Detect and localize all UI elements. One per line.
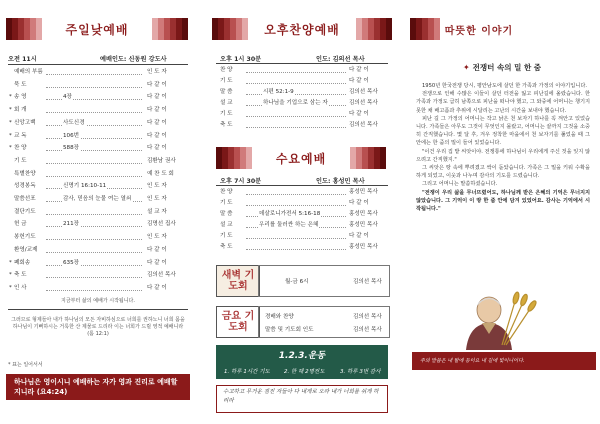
- row-label: 설 교: [220, 222, 233, 228]
- row-person: 다 같 이: [349, 111, 369, 117]
- row-person: 다 같 이: [147, 246, 167, 253]
- sunday-header: [6, 18, 188, 40]
- row-label: 축 도: [220, 244, 233, 250]
- row-person: 다 같 이: [349, 78, 369, 84]
- row-label: 찬 양: [14, 145, 27, 152]
- footnote: * 표는 일어서서: [8, 362, 43, 368]
- divider: [216, 63, 388, 64]
- header-stripes-right: [350, 147, 386, 169]
- row-label: 묵 도: [14, 81, 27, 88]
- evening-service-column: [206, 0, 396, 424]
- row-person: 인 도 자: [147, 183, 167, 190]
- friday-row-label: 말씀 및 기도회 인도: [265, 327, 314, 333]
- row-label: 인 사: [14, 284, 27, 291]
- campaign-item: 3. 하루 3번 감사: [340, 369, 381, 375]
- row-detail: 588장: [63, 145, 80, 152]
- wednesday-leader: 인도: 홍성민 목사: [316, 178, 365, 185]
- header-stripes-left: [6, 18, 42, 40]
- friday-row-label: 경배와 찬양: [265, 314, 294, 320]
- standing-mark: *: [9, 94, 12, 101]
- row-label: 결단기도: [14, 208, 36, 215]
- dot-leader: [46, 150, 142, 151]
- story-title-row: [414, 60, 590, 74]
- dot-leader: [46, 226, 142, 227]
- row-label: 설 교: [220, 100, 233, 106]
- row-person: 다 같 이: [147, 259, 167, 266]
- standing-mark: *: [9, 107, 12, 114]
- campaign-title: 1.2.3.운동: [278, 351, 326, 361]
- sunday-title: 주일낮예배: [65, 22, 129, 37]
- row-label: 성경봉독: [14, 183, 36, 190]
- friday-prayer-box: [258, 306, 390, 338]
- standing-mark: *: [9, 119, 12, 126]
- dot-leader: [46, 252, 142, 253]
- row-detail: 감사, 믿음의 눈물 여는 열쇠: [63, 196, 132, 202]
- row-person: 예 찬 도 회: [147, 170, 174, 177]
- row-person: 다 같 이: [349, 67, 369, 73]
- row-detail: 106번: [63, 132, 80, 139]
- row-label: 환영/교제: [14, 246, 38, 253]
- standing-mark: *: [9, 132, 12, 139]
- row-person: 홍성민 목사: [349, 244, 378, 250]
- row-person: 인 도 자: [147, 69, 167, 75]
- dot-leader: [246, 205, 346, 206]
- row-person: 다 같 이: [147, 94, 167, 101]
- header-stripes-left: [212, 18, 248, 40]
- header-stripes-left: [410, 18, 440, 40]
- row-label: 찬 양: [220, 189, 233, 195]
- dawn-prayer-box: [258, 265, 390, 297]
- dot-leader: [246, 238, 346, 239]
- dot-leader: [46, 239, 142, 240]
- row-person: 다 같 이: [349, 200, 369, 206]
- row-label: 헌 금: [14, 221, 27, 228]
- story-paragraph: 피난 길 그 가정의 어머니는 작고 낡은 천 보자기 하나를 꼭 껴안고 있었습니다. 가족들은 아무도 그것이 무엇인지 몰랐고, 어머니는 끝까지 그것을 소중히 간직했습니다. 몇 달 후, 겨우 정착한 마을에서 천 보자기를 풀었을 때 그 안에는 한 줌의 밀이 들어 있었습니다.: [416, 115, 590, 147]
- dot-leader: [246, 116, 346, 117]
- elder-with-wheat-illustration: [444, 290, 554, 350]
- afternoon-title: 오후찬양예배: [264, 22, 340, 37]
- row-person: 인 도 자: [147, 196, 167, 202]
- row-person: 다 같 이: [147, 284, 167, 291]
- verse-text: 그러므로 형제들아 내가 하나님의 모든 자비하심으로 너희를 권하노니 너희 몸을 하나님이 기뻐하시는 거룩한 산 제물로 드리라 이는 너희가 드릴 영적 예배니라(롬 12:1): [11, 317, 185, 337]
- row-person: 인 도 자: [147, 234, 167, 241]
- story-paragraph: 1950년 한국전쟁 당시, 평안남도에 살던 한 가족과 가정의 이야기입니다.: [422, 83, 587, 89]
- row-detail: 데살로니가전서 5:16-18: [259, 211, 321, 217]
- row-label: 송 영: [14, 94, 27, 101]
- afternoon-header: [212, 18, 392, 40]
- row-label: 축 도: [14, 272, 27, 279]
- dot-leader: [46, 163, 142, 164]
- row-person: 다 같 이: [349, 233, 369, 239]
- row-label: 말씀선포: [14, 196, 36, 202]
- divider: [8, 64, 188, 65]
- sunday-service-column: [0, 0, 194, 424]
- row-label: 축 도: [220, 122, 233, 128]
- row-person: 김명선 집사: [147, 221, 176, 228]
- dawn-time: 월-금 6시: [285, 279, 309, 285]
- story-title: 전쟁터 속의 밀 한 줌: [472, 62, 542, 72]
- dawn-person: 김의선 목사: [353, 279, 382, 285]
- story-closing: "전쟁이 우리 삶을 무너뜨렸어도, 하나님께 받은 은혜의 기억은 무너지지 않았습니다. 그 기억이 이 땅 한 줌 안에 담겨 있었어요. 감사는 기억에서 시작됩니다.": [416, 189, 590, 213]
- row-detail: 신명기 16:10-11: [63, 183, 107, 190]
- dot-leader: [46, 214, 142, 215]
- row-detail: 211장: [63, 221, 80, 228]
- row-detail: 하나님을 기업으로 삼는 자: [263, 100, 328, 106]
- dot-leader: [246, 72, 346, 73]
- friday-prayer-tag: 금요 기도회: [216, 306, 260, 338]
- afternoon-leader: 인도: 김의선 목사: [316, 56, 365, 63]
- dot-leader: [46, 277, 142, 278]
- row-person: 다 같 이: [147, 119, 167, 126]
- row-label: 말 씀: [220, 89, 233, 95]
- row-label: 말 씀: [220, 211, 233, 217]
- row-label: 봉헌기도: [14, 234, 36, 241]
- invitation-quote: 수고하고 무거운 짐진 자들아 다 내게로 오라 내가 너희를 쉬게 하리라: [216, 385, 388, 413]
- row-label: 기 도: [220, 200, 233, 206]
- header-stripes-right: [152, 18, 188, 40]
- sparkle-icon: ✦: [462, 62, 470, 72]
- row-label: 기 도: [14, 157, 27, 164]
- row-person: 홍성민 목사: [349, 211, 378, 217]
- scripture-banner: 주의 말씀은 내 발에 등이요 내 길에 빛이니이다.: [412, 352, 596, 370]
- wednesday-header: [216, 147, 386, 169]
- campaign-item: 2. 한 해 2명전도: [284, 369, 325, 375]
- wednesday-title: 수요예배: [275, 151, 327, 166]
- row-label: 기 도: [220, 233, 233, 239]
- story-body: [416, 82, 590, 213]
- row-label: 신앙고백: [14, 119, 36, 126]
- row-label: 예배의 부름: [14, 69, 43, 75]
- dot-leader: [46, 290, 142, 291]
- dot-leader: [46, 176, 142, 177]
- standing-mark: *: [9, 272, 12, 279]
- friday-row-person: 김의선 목사: [353, 327, 382, 333]
- row-label: 교 독: [14, 132, 27, 139]
- scripture-banner: 하나님은 영이시니 예배하는 자가 영과 진리로 예배할지니라 (요4:24): [6, 374, 190, 400]
- story-paragraph: "이건 우리 집 밭 씨앗이야. 전쟁통에 하나님이 우리에게 주신 것을 잊지 않으려고 간직했지.": [416, 148, 590, 163]
- row-person: 다 같 이: [147, 132, 167, 139]
- row-label: 회 개: [14, 107, 27, 114]
- row-person: 김환남 권사: [147, 157, 176, 164]
- story-header-title: 따뜻한 이야기: [444, 25, 514, 37]
- sunday-leader: 예배인도: 신동원 강도사: [100, 56, 167, 63]
- sunday-time: 오전 11시: [8, 56, 37, 63]
- story-paragraph: 전쟁으로 인해 수많은 이들이 살던 터전을 잃고 피난길에 올랐습니다. 한 가족과 가정도 급히 남쪽으로 피난을 떠나야 했고, 그 와중에 어머니는 챙기지 못한 채 배고픔과 추위에 시달리는 고난의 시간을 보내야 했습니다.: [416, 91, 590, 114]
- dot-leader: [246, 194, 346, 195]
- row-detail: 4장: [63, 94, 72, 101]
- dot-leader: [46, 87, 142, 88]
- header-stripes-right: [356, 18, 392, 40]
- row-person: 김의선 목사: [147, 272, 176, 279]
- row-person: 설 교 자: [147, 208, 167, 215]
- row-label: 찬 양: [220, 67, 233, 73]
- story-paragraph: 그리고 어머니는 말씀하셨습니다.: [422, 181, 498, 188]
- row-person: 김의선 목사: [349, 122, 378, 128]
- dot-leader: [246, 94, 346, 95]
- standing-mark: *: [9, 284, 12, 291]
- dot-leader: [46, 74, 142, 75]
- row-person: 김의선 목사: [349, 89, 378, 95]
- row-label: 특별찬양: [14, 170, 36, 177]
- dot-leader: [46, 99, 142, 100]
- dot-leader: [46, 112, 142, 113]
- divider: [8, 309, 188, 310]
- dot-leader: [246, 127, 346, 128]
- row-detail: 우리를 둘러싼 하는 은혜: [259, 222, 319, 228]
- story-column: [404, 0, 600, 424]
- story-paragraph: 그 씨앗은 땅 속에 뿌려졌고 싹이 돋았습니다. 가족은 그 밀을 키워 수확을 하게 되었고, 이웃과 나누며 감사의 기도를 드렸습니다.: [416, 165, 590, 180]
- afternoon-time: 오후 1시 30분: [220, 56, 262, 63]
- row-person: 홍성민 목사: [349, 189, 378, 195]
- header-stripes-left: [216, 147, 252, 169]
- dawn-prayer-tag: 새벽 기도회: [216, 265, 260, 297]
- dot-leader: [246, 249, 346, 250]
- row-detail: 사도신경: [63, 119, 85, 126]
- row-label: 기 도: [220, 78, 233, 84]
- row-person: 다 같 이: [147, 81, 167, 88]
- dot-leader: [46, 125, 142, 126]
- row-detail: 시편 52:1-9: [263, 89, 294, 95]
- row-label: 기 도: [220, 111, 233, 117]
- dot-leader: [246, 83, 346, 84]
- row-person: 다 같 이: [147, 145, 167, 152]
- wednesday-time: 오후 7시 30분: [220, 178, 262, 185]
- row-person: 다 같 이: [147, 107, 167, 114]
- campaign-box: [216, 345, 388, 379]
- dot-leader: [46, 138, 142, 139]
- campaign-item: 1. 하루 1시간 기도: [224, 369, 270, 375]
- story-header: [410, 18, 518, 40]
- friday-row-person: 김의선 목사: [353, 314, 382, 320]
- row-detail: 635장: [63, 259, 80, 266]
- standing-mark: *: [9, 259, 12, 266]
- divider: [216, 185, 388, 186]
- standing-mark: *: [9, 145, 12, 152]
- row-person: 김의선 목사: [349, 100, 378, 106]
- sub-note: 지금부터 삶의 예배가 시작됩니다.: [61, 298, 135, 304]
- dot-leader: [46, 265, 142, 266]
- row-person: 홍성민 목사: [349, 222, 378, 228]
- row-label: 폐회송: [14, 259, 31, 266]
